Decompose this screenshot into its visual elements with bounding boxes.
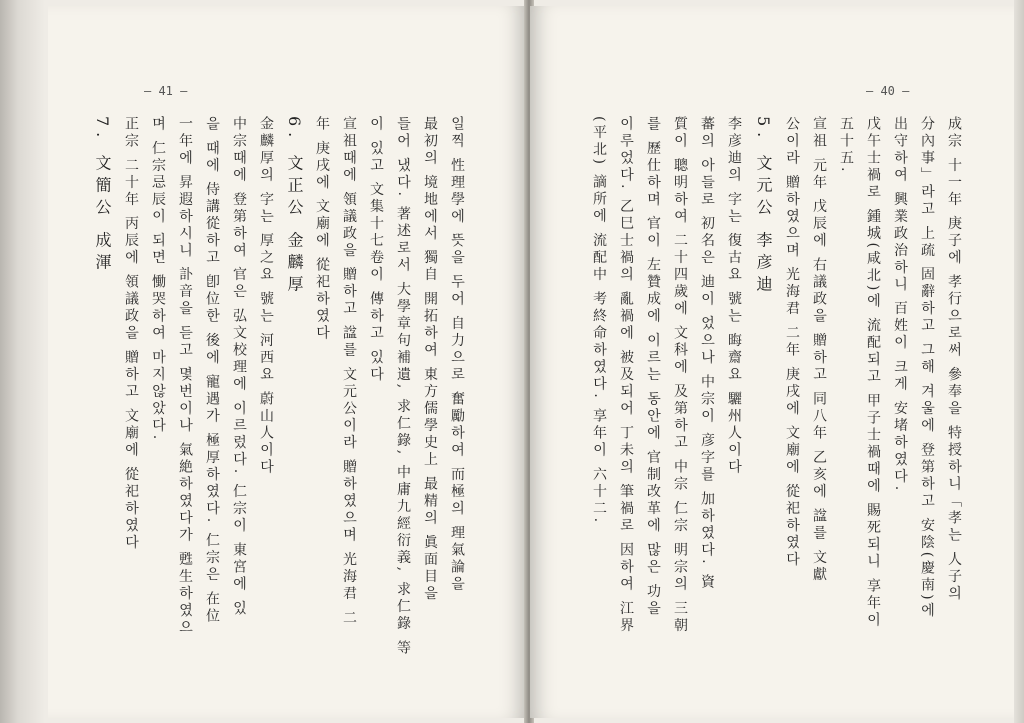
- page-number: — 41 —: [144, 84, 188, 98]
- text-column: 이 있고 文集十七卷이 傳하고 있다: [368, 116, 384, 384]
- section-heading: 5. 文元公 李彦迪: [754, 116, 773, 298]
- text-column: 一年에 昇遐하시니 訃音을 듣고 몇번이나 氣絶하였다가 甦生하였으: [177, 116, 193, 637]
- text-column: 中宗때에 登第하여 官은 弘文校理에 이르렀다. 仁宗이 東宮에 있: [231, 116, 247, 618]
- text-column: 分內事」라고 上疏 固辭하고 그해 겨울에 登第하고 安陰(慶南)에: [919, 116, 935, 620]
- text-column: 宣祖 元年 戊辰에 右議政을 贈하고 同八年 乙亥에 諡를 文獻: [811, 116, 827, 584]
- text-column: 五十五.: [838, 116, 854, 175]
- text-column: 를 歷仕하며 官이 左贊成에 이르는 동안에 官制改革에 많은 功을: [645, 116, 661, 618]
- text-column: 일찍 性理學에 뜻을 두어 自力으로 奮勵하여 而極의 理氣論을: [449, 116, 465, 594]
- text-column: 公이라 贈하였으며 光海君 二年 庚戌에 文廟에 從祀하였다: [784, 116, 800, 569]
- text-column: 成宗 十一年 庚子에 孝行으로써 參奉을 特授하니「孝는 人子의: [946, 116, 962, 603]
- text-column: 最初의 境地에서 獨自 開拓하여 東方儒學史上 最精의 眞面目을: [422, 116, 438, 603]
- text-column: 을 때에 侍講從하고 卽位한 後에 寵遇가 極厚하였다. 仁宗은 在位: [204, 116, 220, 626]
- right-page: [530, 6, 1020, 718]
- section-heading: 6. 文正公 金麟厚: [285, 116, 304, 298]
- text-column: 年 庚戌에 文廟에 從祀하였다: [314, 116, 330, 343]
- text-column: 戊午士禍로 鍾城(咸北)에 流配되고 甲子士禍때에 賜死되니 享年이: [865, 116, 881, 630]
- text-column: 金麟厚의 字는 厚之요 號는 河西요 蔚山人이다: [258, 116, 274, 477]
- page-edge: [1014, 0, 1024, 723]
- text-column: 蕃의 아들로 初名은 迪이 었으나 中宗이 彦字를 加하였다. 資: [699, 116, 715, 592]
- text-column: 正宗 二十年 丙辰에 領議政을 贈하고 文廟에 從祀하였다: [123, 116, 139, 552]
- text-column: 李彦迪의 字는 復古요 號는 晦齋요 驪州人이다: [726, 116, 742, 477]
- text-column: 出守하여 興業政治하니 百姓이 크게 安堵하였다.: [892, 116, 908, 494]
- text-column: 들어 냈다. 著述로서 大學章句補遺, 求仁錄, 中庸九經衍義, 求仁錄 等: [395, 116, 411, 657]
- text-column: 이루었다. 乙巳士禍의 亂禍에 被及되어 丁未의 筆禍로 因하여 江界: [618, 116, 634, 635]
- text-column: 며 仁宗忌辰이 되면 慟哭하여 마지않았다.: [150, 116, 166, 443]
- page-number: — 40 —: [866, 84, 910, 98]
- section-heading: 7. 文簡公 成渾: [93, 116, 112, 276]
- text-column: 質이 聰明하여 二十四歲에 文科에 及第하고 中宗 仁宗 明宗의 三朝: [672, 116, 688, 635]
- text-column: 宣祖때에 領議政을 贈하고 諡를 文元公이라 贈하였으며 光海君 二: [341, 116, 357, 628]
- text-column: (平北) 謫所에 流配中 考終命하였다. 享年이 六十二.: [591, 116, 607, 526]
- left-page: [48, 6, 526, 718]
